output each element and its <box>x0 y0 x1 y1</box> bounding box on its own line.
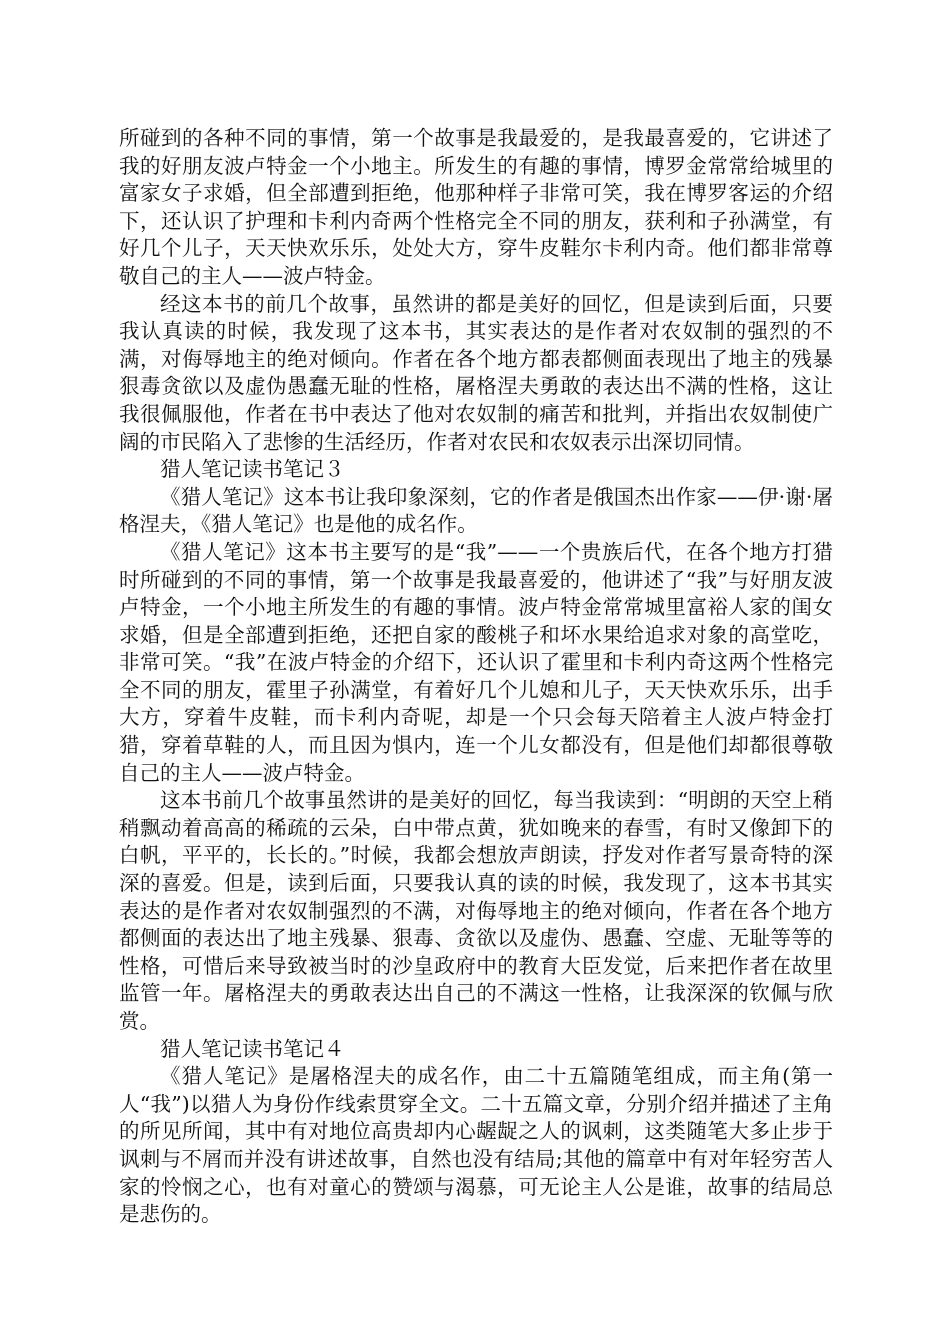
body-paragraph-5: 这本书前几个故事虽然讲的是美好的回忆，每当我读到：“明朗的天空上稍稍飘动着高高的稀疏的云朵，白中带点黄，犹如晚来的春雪，有时又像卸下的白帆，平平的，长长的。”时候，我都会想放声朗读，抒发对作者写景奇特的深深的喜爱。但是，读到后面，只要我认真的读的时候，我发现了，这本书其实表达的是作者对农奴制强烈的不满，对侮辱地主的绝对倾向，作者在各个地方都侧面的表达出了地主残暴、狠毒、贪欲以及虚伪、愚蠢、空虚、无耻等等的性格，可惜后来导致被当时的沙皇政府中的教育大臣发觉，后来把作者在故里监管一年。屠格涅夫的勇敢表达出自己的不满这一性格，让我深深的钦佩与欣赏。 <box>119 788 833 1033</box>
document-body <box>119 125 833 1229</box>
section-heading-4: 猎人笔记读书笔记４ <box>160 1036 345 1061</box>
body-paragraph-1: 所碰到的各种不同的事情，第一个故事是我最爱的，是我最喜爱的，它讲述了我的好朋友波卢特金一个小地主。所发生的有趣的事情，博罗金常常给城里的富家女子求婚，但全部遭到拒绝，他那种样子非常可笑，我在博罗客运的介绍下，还认识了护理和卡利内奇两个性格完全不同的朋友，获利和子孙满堂，有好几个儿子，天天快欢乐乐，处处大方，穿牛皮鞋尔卡利内奇。他们都非常尊敬自己的主人——波卢特金。 <box>119 126 833 288</box>
body-paragraph-4: 《猎人笔记》这本书主要写的是“我”——一个贵族后代，在各个地方打猎时所碰到的不同的事情，第一个故事是我最喜爱的，他讲述了“我”与好朋友波卢特金，一个小地主所发生的有趣的事情。波卢特金常常城里富裕人家的闺女求婚，但是全部遭到拒绝，还把自家的酸桃子和坏水果给追求对象的高堂吃，非常可笑。“我”在波卢特金的介绍下，还认识了霍里和卡利内奇这两个性格完全不同的朋友，霍里子孙满堂，有着好几个儿媳和儿子，天天快欢乐乐，出手大方，穿着牛皮鞋，而卡利内奇呢，却是一个只会每天陪着主人波卢特金打猎，穿着草鞋的人，而且因为惧内，连一个儿女都没有，但是他们却都很尊敬自己的主人——波卢特金。 <box>119 539 833 785</box>
body-paragraph-6: 《猎人笔记》是屠格涅夫的成名作，由二十五篇随笔组成，而主角(第一人“我”)以猎人为身份作线索贯穿全文。二十五篇文章，分别介绍并描述了主角的所见所闻，其中有对地位高贵却内心龌龊之人的讽刺，这类随笔大多止步于讽刺与不屑而并没有讲述故事，自然也没有结局;其他的篇章中有对年轻穷苦人家的怜悯之心，也有对童心的赞颂与渴慕，可无论主人公是谁，故事的结局总是悲伤的。 <box>119 1064 833 1227</box>
body-paragraph-3: 《猎人笔记》这本书让我印象深刻，它的作者是俄国杰出作家——伊·谢·屠格涅夫，《猎人笔记》也是他的成名作。 <box>119 484 833 537</box>
section-heading-3: 猎人笔记读书笔记３ <box>160 457 345 482</box>
body-paragraph-2: 经这本书的前几个故事，虽然讲的都是美好的回忆，但是读到后面，只要我认真读的时候，我发现了这本书，其实表达的是作者对农奴制的强烈的不满，对侮辱地主的绝对倾向。作者在各个地方都表都侧面表现出了地主的残暴狠毒贪欲以及虚伪愚蠢无耻的性格，屠格涅夫勇敢的表达出不满的性格，这让我很佩服他，作者在书中表达了他对农奴制的痛苦和批判，并指出农奴制使广阔的市民陷入了悲惨的生活经历，作者对农民和农奴表示出深切同情。 <box>119 291 833 454</box>
